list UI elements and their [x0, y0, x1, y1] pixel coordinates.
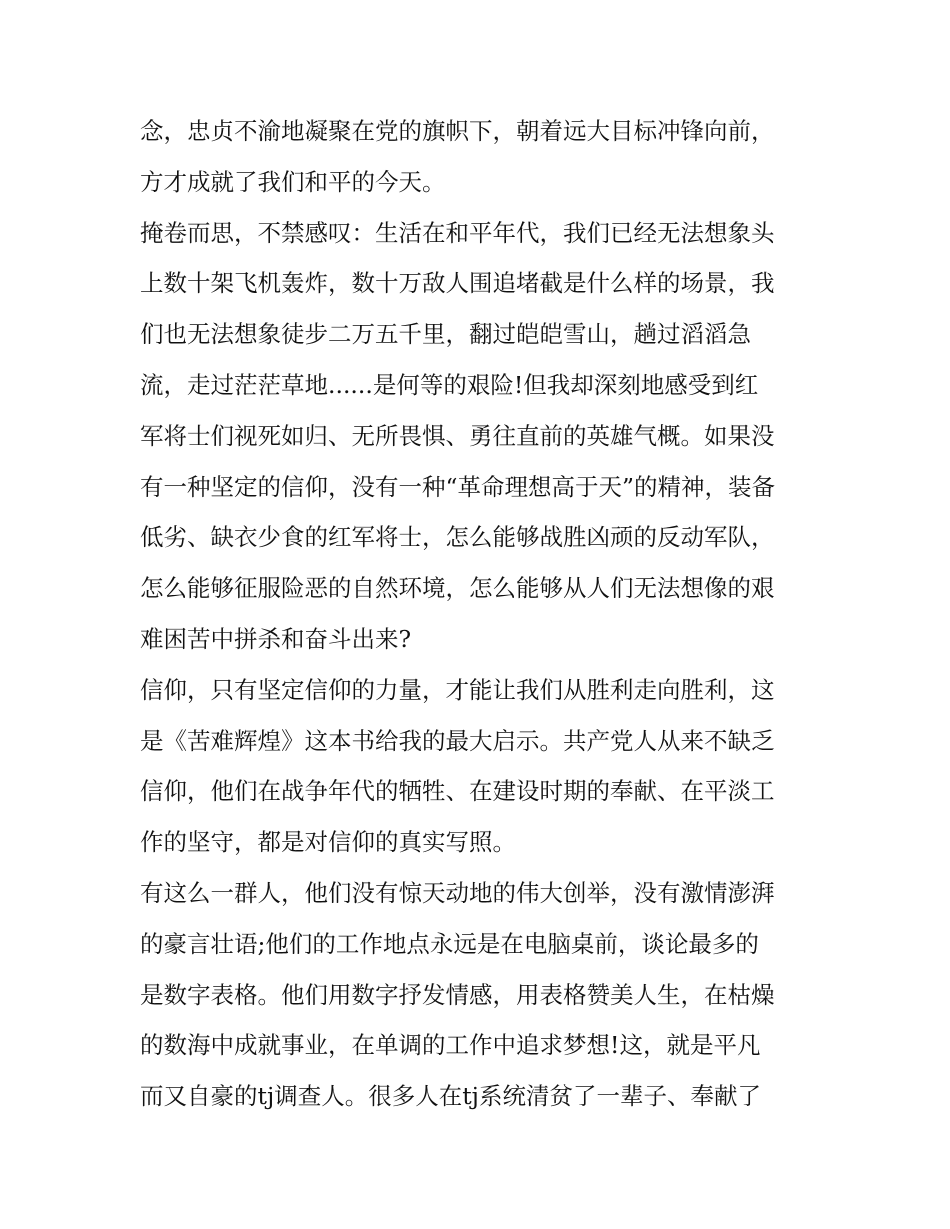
text-line: 的数海中成就事业，在单调的工作中追求梦想!这，就是平凡: [140, 1031, 761, 1060]
text-line: 流，走过茫茫草地......是何等的艰险!但我却深刻地感受到红: [140, 370, 759, 399]
text-line: 是数字表格。他们用数字抒发情感，用表格赞美人生，在枯燥: [140, 980, 775, 1009]
text-line: 念，忠贞不渝地凝聚在党的旗帜下，朝着远大目标冲锋向前，: [140, 117, 775, 145]
text-line: 而又自豪的tj调查人。很多人在tj系统清贫了一辈子、奉献了: [140, 1082, 761, 1111]
text-line: 们也无法想象徒步二万五千里，翻过皑皑雪山，趟过滔滔急: [140, 320, 751, 349]
text-line: 有一种坚定的信仰，没有一种“革命理想高于天”的精神，装备: [140, 472, 776, 501]
text-line: 有这么一群人，他们没有惊天动地的伟大创举，没有激情澎湃: [140, 878, 775, 907]
text-line: 作的坚守，都是对信仰的真实写照。: [140, 828, 516, 857]
text-line: 军将士们视死如归、无所畏惧、勇往直前的英雄气概。如果没: [140, 421, 775, 450]
text-line: 是《苦难辉煌》这本书给我的最大启示。共产党人从来不缺乏: [140, 726, 775, 755]
text-line: 掩卷而思，不禁感叹：生活在和平年代，我们已经无法想象头: [140, 218, 775, 247]
text-line: 上数十架飞机轰炸，数十万敌人围追堵截是什么样的场景，我: [140, 269, 775, 298]
text-line: 信仰，只有坚定信仰的力量，才能让我们从胜利走向胜利，这: [140, 675, 775, 704]
text-line: 低劣、缺衣少食的红军将士，怎么能够战胜凶顽的反动军队，: [140, 523, 775, 552]
text-line: 难困苦中拼杀和奋斗出来?: [140, 624, 412, 653]
text-line: 方才成就了我们和平的今天。: [140, 167, 446, 196]
text-line: 的豪言壮语;他们的工作地点永远是在电脑桌前，谈论最多的: [140, 929, 759, 958]
text-line: 信仰，他们在战争年代的牺牲、在建设时期的奉献、在平淡工: [140, 777, 775, 806]
text-line: 怎么能够征服险恶的自然环境，怎么能够从人们无法想像的艰: [140, 574, 775, 603]
body-text: [140, 106, 820, 1122]
